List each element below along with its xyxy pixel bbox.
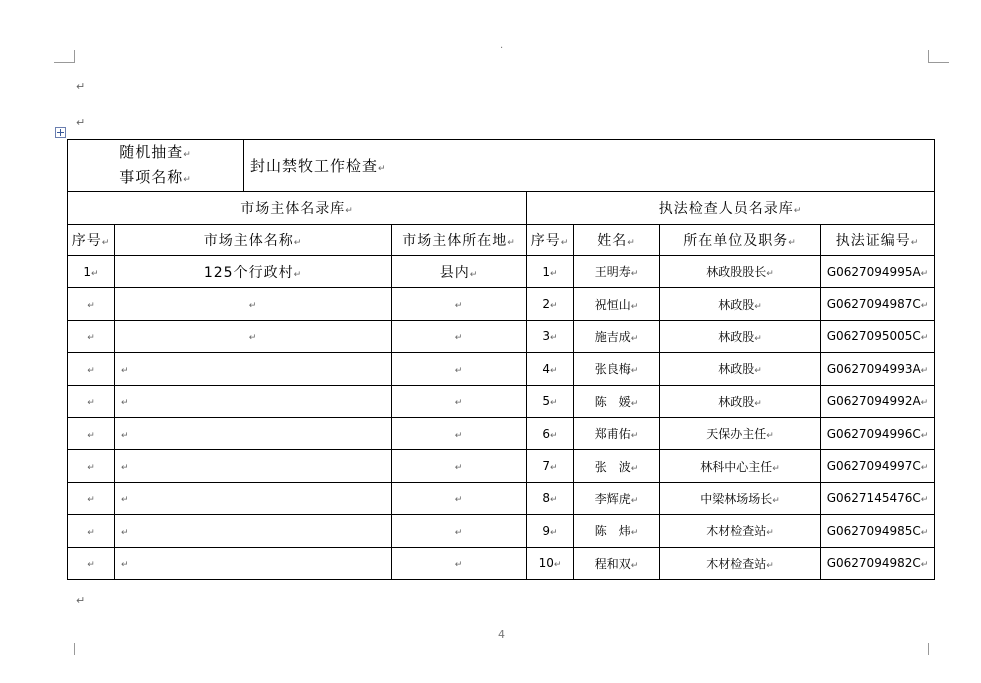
inspector-cert-no-cell: G0627094996C↵ xyxy=(821,417,935,449)
market-location-cell: ↵ xyxy=(392,288,527,320)
inspector-seq-cell: 2↵ xyxy=(527,288,574,320)
market-name-cell: ↵ xyxy=(115,547,392,579)
inspector-unit-role-cell: 林科中心主任↵ xyxy=(660,450,821,482)
market-name-cell: ↵ xyxy=(115,417,392,449)
market-seq-cell: ↵ xyxy=(68,482,115,514)
table-row xyxy=(68,515,935,547)
inspector-seq-cell: 8↵ xyxy=(527,482,574,514)
inspector-name-cell: 张 波↵ xyxy=(574,450,660,482)
inspector-seq-cell: 3↵ xyxy=(527,320,574,352)
inspector-name-cell: 张良梅↵ xyxy=(574,353,660,385)
inspector-cert-no-cell: G0627094985C↵ xyxy=(821,515,935,547)
inspector-cert-no-cell: G0627094997C↵ xyxy=(821,450,935,482)
col-market-location: 市场主体所在地↵ xyxy=(392,225,527,256)
table-row xyxy=(68,385,935,417)
market-location-cell: ↵ xyxy=(392,353,527,385)
market-seq-cell: ↵ xyxy=(68,547,115,579)
market-name-cell: ↵ xyxy=(115,353,392,385)
market-location-cell: ↵ xyxy=(392,547,527,579)
col-seq: 序号↵ xyxy=(68,225,115,256)
table-row xyxy=(68,450,935,482)
inspector-seq-cell: 4↵ xyxy=(527,353,574,385)
section-enforcement: 执法检查人员名录库↵ xyxy=(527,192,935,225)
col-name: 姓名↵ xyxy=(574,225,660,256)
market-seq-cell: ↵ xyxy=(68,353,115,385)
topic-label-cell: 随机抽查↵ 事项名称↵ xyxy=(68,140,244,192)
market-name-cell: ↵ xyxy=(115,482,392,514)
table-row xyxy=(68,288,935,320)
inspector-seq-cell: 5↵ xyxy=(527,385,574,417)
inspector-unit-role-cell: 中梁林场场长↵ xyxy=(660,482,821,514)
market-location-cell: ↵ xyxy=(392,482,527,514)
paragraph-mark: ↵ xyxy=(76,116,86,129)
table-move-handle-icon[interactable] xyxy=(55,127,66,138)
inspector-name-cell: 祝恒山↵ xyxy=(574,288,660,320)
inspection-table xyxy=(67,139,935,580)
inspector-cert-no-cell: G0627094982C↵ xyxy=(821,547,935,579)
market-seq-cell: ↵ xyxy=(68,515,115,547)
section-market: 市场主体名录库↵ xyxy=(68,192,527,225)
market-location-cell: ↵ xyxy=(392,417,527,449)
inspector-cert-no-cell: G0627145476C↵ xyxy=(821,482,935,514)
topic-value: 封山禁牧工作检查 xyxy=(250,157,379,175)
market-seq-cell: ↵ xyxy=(68,417,115,449)
inspector-cert-no-cell: G0627094995A↵ xyxy=(821,256,935,288)
market-seq-cell: ↵ xyxy=(68,450,115,482)
col-cert-no: 执法证编号↵ xyxy=(821,225,935,256)
crop-mark-bottom-left xyxy=(54,643,75,655)
crop-mark-top-right xyxy=(928,50,949,63)
market-name-cell: ↵ xyxy=(115,288,392,320)
inspector-seq-cell: 9↵ xyxy=(527,515,574,547)
inspector-seq-cell: 6↵ xyxy=(527,417,574,449)
market-location-cell: ↵ xyxy=(392,450,527,482)
column-header-row xyxy=(68,225,935,256)
inspector-name-cell: 施吉成↵ xyxy=(574,320,660,352)
inspector-cert-no-cell: G0627094993A↵ xyxy=(821,353,935,385)
inspector-name-cell: 李辉虎↵ xyxy=(574,482,660,514)
inspector-name-cell: 陈 媛↵ xyxy=(574,385,660,417)
section-row xyxy=(68,192,935,225)
table-row xyxy=(68,547,935,579)
table-row xyxy=(68,353,935,385)
crop-mark-bottom-right xyxy=(928,643,949,655)
inspector-name-cell: 郑甫佑↵ xyxy=(574,417,660,449)
inspector-unit-role-cell: 林政股↵ xyxy=(660,320,821,352)
inspector-unit-role-cell: 林政股↵ xyxy=(660,353,821,385)
market-name-cell: ↵ xyxy=(115,385,392,417)
inspector-seq-cell: 1↵ xyxy=(527,256,574,288)
market-name-cell: ↵ xyxy=(115,450,392,482)
col-unit-role: 所在单位及职务↵ xyxy=(660,225,821,256)
inspector-name-cell: 王明寿↵ xyxy=(574,256,660,288)
inspector-name-cell: 程和双↵ xyxy=(574,547,660,579)
market-seq-cell: ↵ xyxy=(68,385,115,417)
market-location-cell: ↵ xyxy=(392,515,527,547)
market-seq-cell: 1↵ xyxy=(68,256,115,288)
topic-value-cell: 封山禁牧工作检查↵ xyxy=(244,140,935,192)
col-market-name: 市场主体名称↵ xyxy=(115,225,392,256)
inspector-unit-role-cell: 林政股股长↵ xyxy=(660,256,821,288)
inspector-unit-role-cell: 木材检查站↵ xyxy=(660,547,821,579)
inspector-unit-role-cell: 林政股↵ xyxy=(660,385,821,417)
topic-label-line2: 事项名称 xyxy=(119,167,184,186)
inspector-unit-role-cell: 木材检查站↵ xyxy=(660,515,821,547)
inspector-name-cell: 陈 炜↵ xyxy=(574,515,660,547)
inspector-unit-role-cell: 天保办主任↵ xyxy=(660,417,821,449)
table-row xyxy=(68,417,935,449)
market-location-cell: 县内↵ xyxy=(392,256,527,288)
table-row xyxy=(68,256,935,288)
paragraph-mark: ↵ xyxy=(76,80,86,93)
market-name-cell: ↵ xyxy=(115,320,392,352)
col-seq2: 序号↵ xyxy=(527,225,574,256)
inspector-cert-no-cell: G0627094992A↵ xyxy=(821,385,935,417)
market-name-cell: 125个行政村↵ xyxy=(115,256,392,288)
market-seq-cell: ↵ xyxy=(68,320,115,352)
table-row xyxy=(68,320,935,352)
market-name-cell: ↵ xyxy=(115,515,392,547)
market-location-cell: ↵ xyxy=(392,320,527,352)
inspector-seq-cell: 7↵ xyxy=(527,450,574,482)
market-seq-cell: ↵ xyxy=(68,288,115,320)
crop-mark-top-left xyxy=(54,50,75,63)
inspector-unit-role-cell: 林政股↵ xyxy=(660,288,821,320)
table-row xyxy=(68,482,935,514)
topic-row xyxy=(68,140,935,192)
header-mark: · xyxy=(500,43,504,54)
inspector-cert-no-cell: G0627095005C↵ xyxy=(821,320,935,352)
inspector-cert-no-cell: G0627094987C↵ xyxy=(821,288,935,320)
topic-label-line1: 随机抽查 xyxy=(119,142,184,161)
page-number: 4 xyxy=(498,628,505,641)
paragraph-mark: ↵ xyxy=(76,594,86,607)
market-location-cell: ↵ xyxy=(392,385,527,417)
inspector-seq-cell: 10↵ xyxy=(527,547,574,579)
